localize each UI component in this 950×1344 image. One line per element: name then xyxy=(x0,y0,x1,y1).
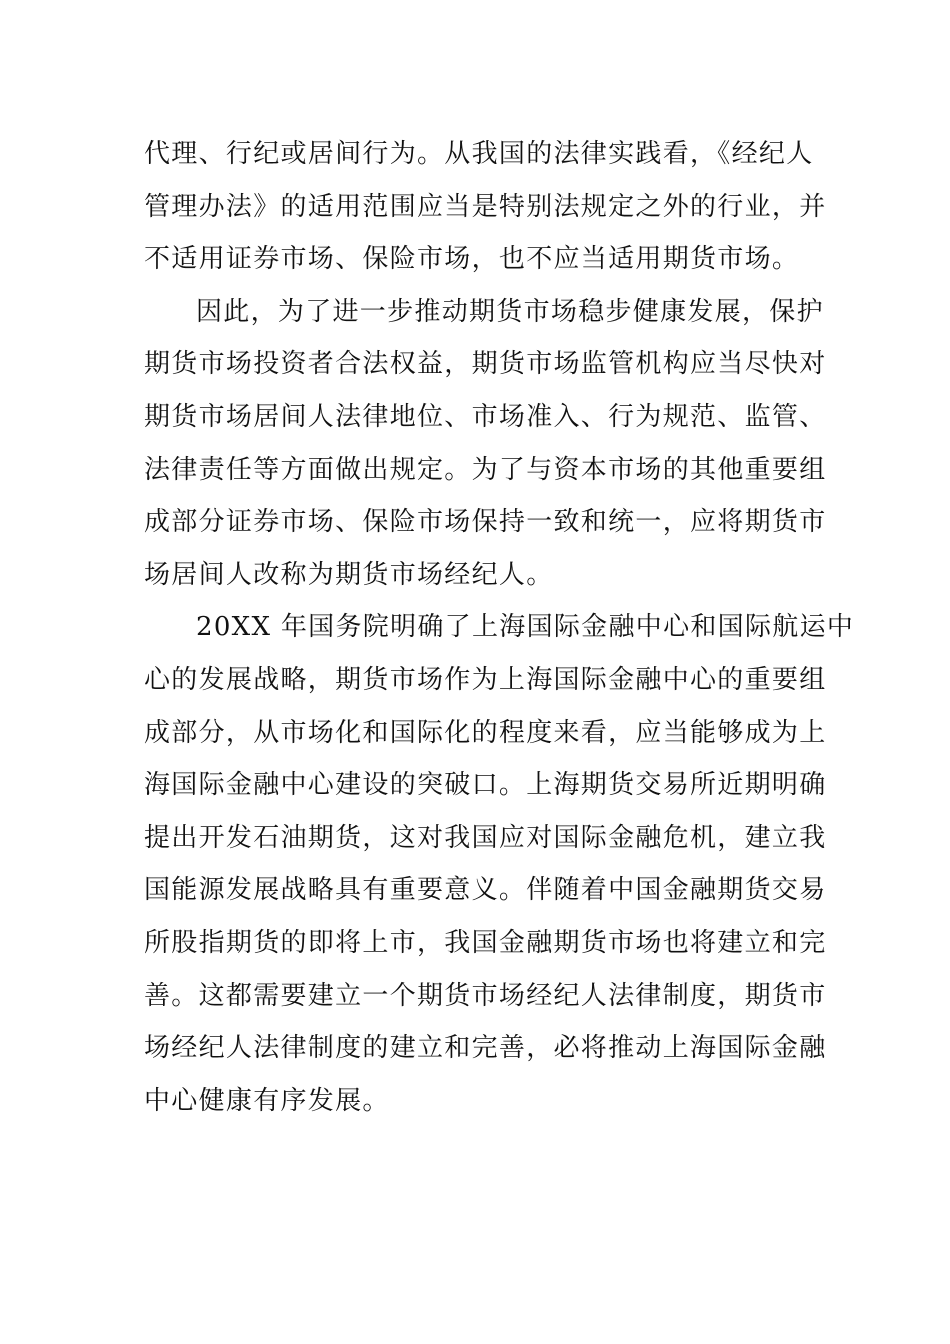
paragraph-3 xyxy=(144,601,855,1127)
document-body xyxy=(144,128,855,1127)
text-line-indented: 因此，为了进一步推动期货市场稳步健康发展，保护 xyxy=(196,296,824,327)
text-line-indented: 20XX 年国务院明确了上海国际金融中心和国际航运中 xyxy=(196,612,855,643)
text-line: 代理、行纪或居间行为。从我国的法律实践看，《经纪人 xyxy=(144,139,814,169)
text-line: 不适用证券市场、保险市场，也不应当适用期货市场。 xyxy=(144,244,800,275)
paragraph-1 xyxy=(144,128,827,286)
text-line: 成部分证券市场、保险市场保持一致和统一，应将期货市 xyxy=(144,507,827,538)
text-line: 心的发展战略，期货市场作为上海国际金融中心的重要组 xyxy=(144,664,827,695)
text-line: 海国际金融中心建设的突破口。上海期货交易所近期明确 xyxy=(144,770,827,801)
text-line: 场经纪人法律制度的建立和完善，必将推动上海国际金融 xyxy=(144,1033,827,1064)
text-line: 期货市场投资者合法权益，期货市场监管机构应当尽快对 xyxy=(144,349,827,380)
text-line: 中心健康有序发展。 xyxy=(144,1085,390,1116)
text-line: 管理办法》的适用范围应当是特别法规定之外的行业，并 xyxy=(144,191,827,222)
text-line: 期货市场居间人法律地位、市场准入、行为规范、监管、 xyxy=(144,401,827,432)
text-line: 国能源发展战略具有重要意义。伴随着中国金融期货交易 xyxy=(144,875,827,906)
text-line: 场居间人改称为期货市场经纪人。 xyxy=(144,559,554,590)
text-line: 提出开发石油期货，这对我国应对国际金融危机，建立我 xyxy=(144,822,827,853)
text-line: 法律责任等方面做出规定。为了与资本市场的其他重要组 xyxy=(144,454,827,485)
paragraph-2 xyxy=(144,286,827,602)
text-line: 成部分，从市场化和国际化的程度来看，应当能够成为上 xyxy=(144,717,827,748)
text-line: 善。这都需要建立一个期货市场经纪人法律制度，期货市 xyxy=(144,980,827,1011)
text-line: 所股指期货的即将上市，我国金融期货市场也将建立和完 xyxy=(144,927,827,958)
